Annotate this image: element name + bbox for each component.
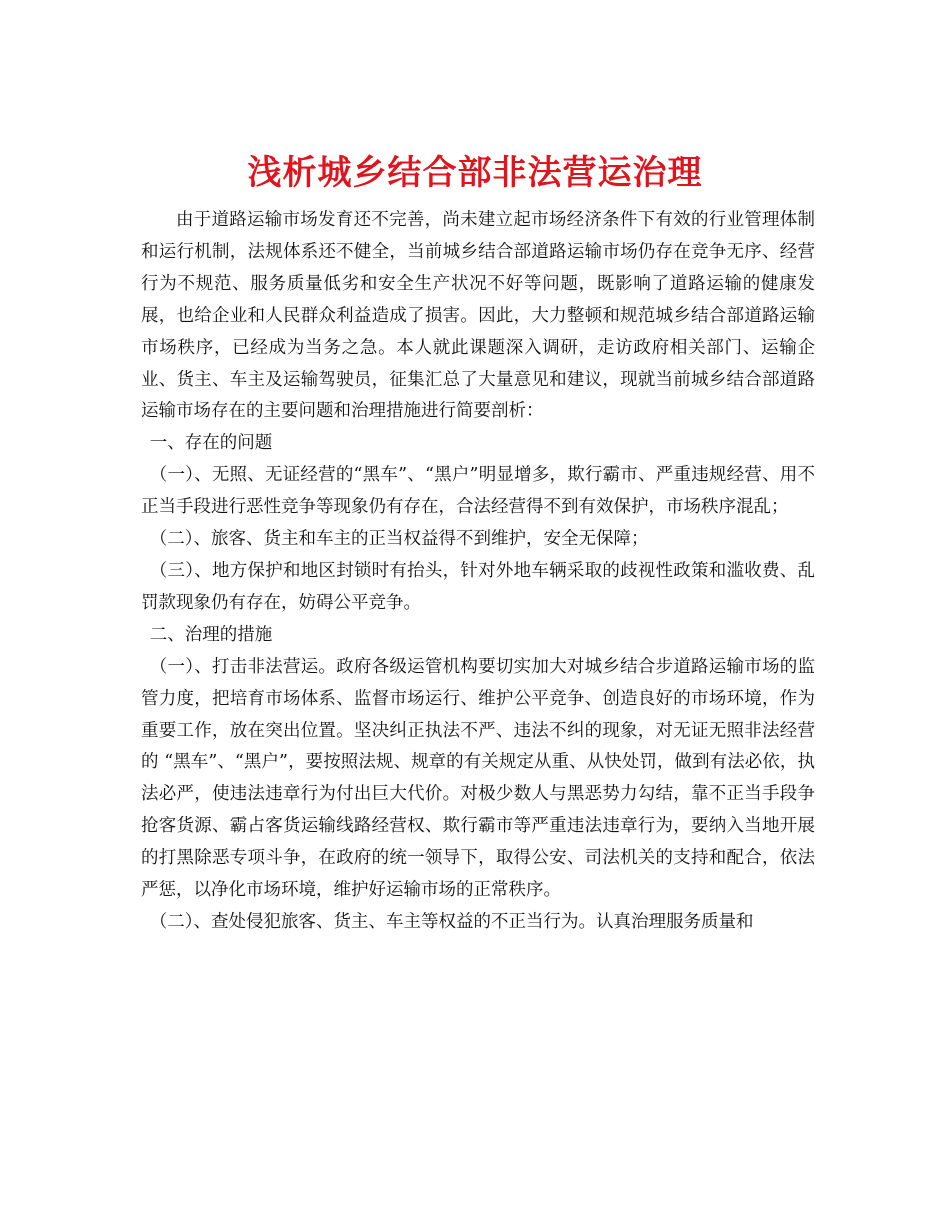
document-body	[141, 205, 815, 939]
problem-item-1: （一）、无照、无证经营的“黑车”、“黑户”明显增多，欺行霸市、严重违规经营、用不正当手段进行恶性竞争等现象仍有存在，合法经营得不到有效保护，市场秩序混乱；	[141, 465, 815, 518]
measure-item-2: （二）、查处侵犯旅客、货主、车主等权益的不正当行为。认真治理服务质量和	[149, 911, 754, 932]
problem-item-2: （二）、旅客、货主和车主的正当权益得不到维护，安全无保障；	[149, 529, 649, 550]
intro-paragraph: 由于道路运输市场发育还不完善，尚未建立起市场经济条件下有效的行业管理体制和运行机制，法规体系还不健全，当前城乡结合部道路运输市场仍存在竞争无序、经营行为不规范、服务质量低劣和安全生产状况不好等问题，既影响了道路运输的健康发展，也给企业和人民群众利益造成了损害。因此，大力整顿和规范城乡结合部道路运输市场秩序，已经成为当务之急。本人就此课题深入调研，走访政府相关部门、运输企业、货主、车主及运输驾驶员，征集汇总了大量意见和建议，现就当前城乡结合部道路运输市场存在的主要问题和治理措施进行简要剖析：	[141, 210, 815, 422]
section-heading-measures: 二、治理的措施	[149, 624, 273, 645]
problem-item-3: （三）、地方保护和地区封锁时有抬头，针对外地车辆采取的歧视性政策和滥收费、乱罚款现象仍有存在，妨碍公平竞争。	[141, 560, 815, 613]
section-heading-problems: 一、存在的问题	[149, 433, 273, 454]
measure-item-1: （一）、打击非法营运。政府各级运管机构要切实加大对城乡结合步道路运输市场的监管力度，把培育市场体系、监督市场运行、维护公平竞争、创造良好的市场环境，作为重要工作，放在突出位置。坚决纠正执法不严、违法不纠的现象，对无证无照非法经营的 “黑车”、“黑户”，要按照法规、规章的有关规定从重、从快处罚，做到有法必依，执法必严，使违法违章行为付出巨大代价。对极少数人与黑恶势力勾结，靠不正当手段争抢客货源、霸占客货运输线路经营权、欺行霸市等严重违法违章行为，要纳入当地开展的打黑除恶专项斗争，在政府的统一领导下，取得公安、司法机关的支持和配合，依法严惩，以净化市场环境，维护好运输市场的正常秩序。	[141, 656, 815, 901]
document-title: 浅析城乡结合部非法营运治理	[247, 152, 703, 193]
